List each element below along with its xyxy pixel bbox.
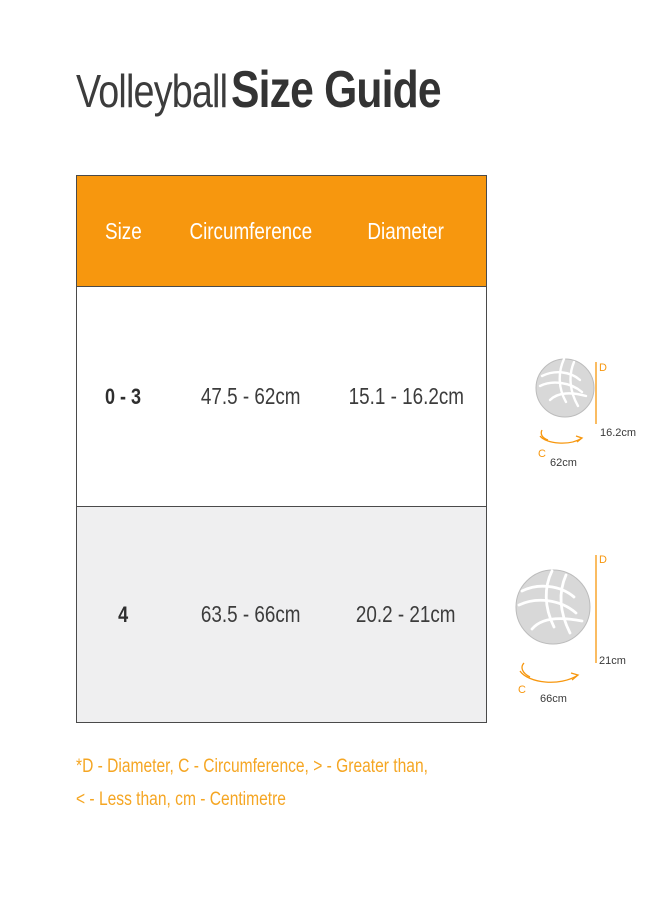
diameter-label: 21cm [599, 655, 626, 667]
header-size-cell [77, 176, 169, 286]
circumference-value: 63.5 - 66cm [201, 601, 301, 627]
ball-illustration-small [528, 340, 658, 475]
footnote-text: *D - Diameter, C - Circumference, > - Greater than, [76, 756, 428, 777]
diameter-label: 16.2cm [600, 427, 637, 439]
header-circumference: Circumference [189, 217, 313, 244]
header-size: Size [104, 217, 142, 244]
diameter-cell [333, 507, 479, 722]
c-letter: C [538, 448, 546, 460]
table-row [77, 506, 486, 722]
size-value: 4 [117, 601, 129, 627]
circumference-cell [169, 507, 333, 722]
size-table [76, 175, 487, 723]
footnote-line-1 [76, 756, 505, 778]
size-cell [77, 507, 169, 722]
volleyball-icon [528, 340, 658, 475]
d-letter: D [599, 362, 607, 374]
title-light: Volleyball [76, 65, 228, 117]
table-header [77, 176, 486, 286]
footnote-line-2 [76, 789, 332, 811]
volleyball-icon [508, 545, 658, 710]
circumference-label: 62cm [550, 457, 577, 469]
d-letter: D [599, 554, 607, 566]
header-diameter: Diameter [367, 217, 445, 244]
diameter-value: 15.1 - 16.2cm [348, 383, 464, 409]
diameter-cell [333, 287, 479, 506]
size-value: 0 - 3 [104, 383, 142, 409]
size-cell [77, 287, 169, 506]
diameter-value: 20.2 - 21cm [356, 601, 456, 627]
header-diameter-cell [333, 176, 479, 286]
ball-illustration-large [508, 545, 658, 710]
c-letter: C [518, 684, 526, 696]
title-bold: Size Guide [230, 61, 441, 119]
page-title [76, 50, 487, 130]
circumference-value: 47.5 - 62cm [201, 383, 301, 409]
header-circumference-cell [169, 176, 333, 286]
circumference-label: 66cm [540, 693, 567, 705]
circumference-cell [169, 287, 333, 506]
footnote-text: < - Less than, cm - Centimetre [76, 789, 286, 810]
table-row [77, 286, 486, 506]
